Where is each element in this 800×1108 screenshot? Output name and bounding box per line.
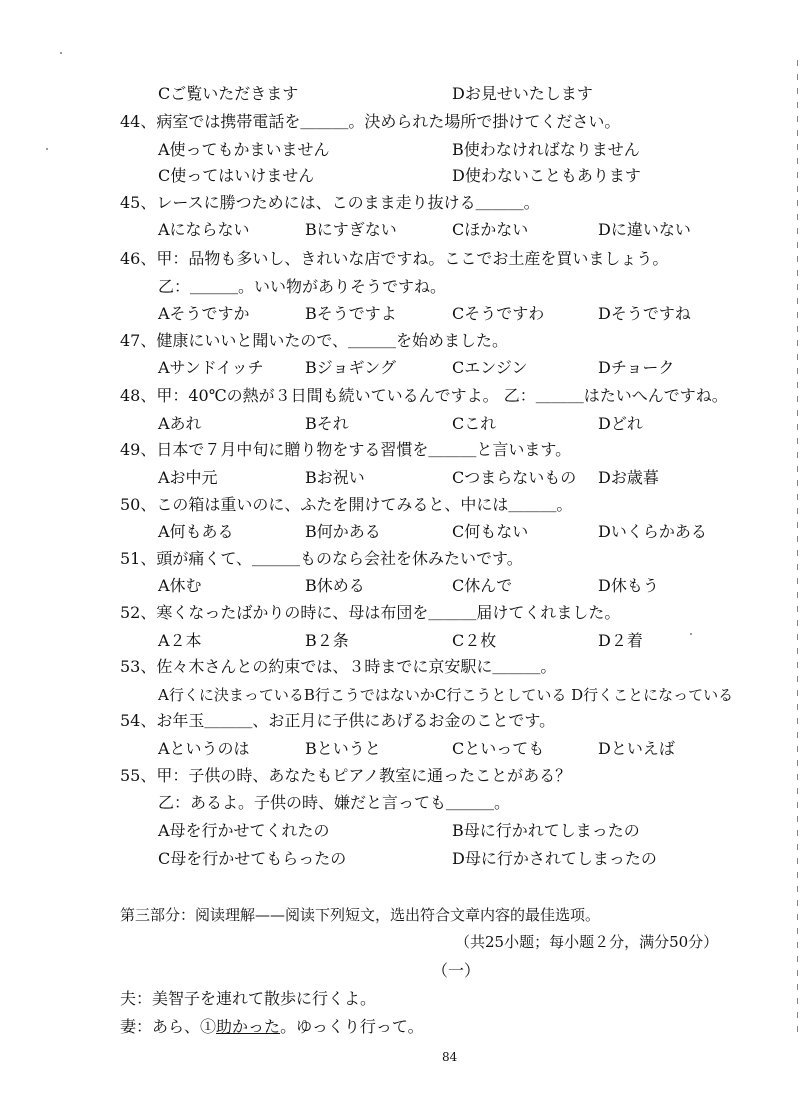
question-53: 53、佐々木さんとの約束では、３時までに京安駅に＿＿＿。 <box>120 657 557 676</box>
option: Bそうですよ <box>305 304 397 323</box>
option: Aにならない <box>158 220 250 239</box>
question-50: 50、この箱は重いのに、ふたを開けてみると、中には＿＿＿。 <box>120 495 573 514</box>
option: Bそれ <box>305 414 349 433</box>
option: Cつまらないもの <box>452 468 577 487</box>
section-subheading: （一） <box>432 961 481 980</box>
option: Aというのは <box>158 739 250 758</box>
option: Cといっても <box>452 739 545 758</box>
underlined-phrase: 助かった <box>216 1017 281 1036</box>
option: C休んで <box>452 576 513 595</box>
option: Cほかない <box>452 220 529 239</box>
option: C母を行かせてもらったの <box>158 849 347 868</box>
option: A母を行かせてくれたの <box>158 821 330 840</box>
option: Dチョーク <box>598 358 675 377</box>
option: A使ってもかまいません <box>158 140 330 159</box>
question-47: 47、健康にいいと聞いたので、＿＿＿を始めました。 <box>120 331 509 350</box>
scan-speck <box>690 633 692 635</box>
option: Cそうですわ <box>452 304 545 323</box>
marker: ① <box>200 1017 217 1036</box>
section-title: 第三部分：阅读理解——阅读下列短文，选出符合文章内容的最佳选项。 <box>120 906 601 924</box>
question-46: 46、甲：品物も多いし、きれいな店ですね。ここでお土産を買いましょう。 <box>120 249 669 268</box>
question-46-line2: 乙：＿＿＿。いい物がありそうですね。 <box>158 277 447 296</box>
option: C使ってはいけません <box>158 166 315 185</box>
question-52: 52、寒くなったばかりの時に、母は布団を＿＿＿届けてくれました。 <box>120 603 621 622</box>
question-51: 51、頭が痛くて、＿＿＿ものなら会社を休みたいです。 <box>120 549 523 568</box>
option: D休もう <box>598 576 659 595</box>
option: Dお歳暮 <box>598 468 659 487</box>
question-54: 54、お年玉＿＿＿、お正月に子供にあげるお金のことです。 <box>120 711 556 730</box>
option: Dそうですね <box>598 304 691 323</box>
option: B何かある <box>305 522 381 541</box>
option: A行くに決まっている <box>158 686 304 704</box>
option: B２条 <box>305 631 349 650</box>
option: Bというと <box>305 739 381 758</box>
option: Aサンドイッチ <box>158 358 264 377</box>
option: Bお祝い <box>305 468 365 487</box>
question-45: 45、レースに勝つためには、このまま走り抜ける＿＿＿。 <box>120 193 540 212</box>
question-55-line2: 乙：あるよ。子供の時、嫌だと言っても＿＿＿。 <box>158 793 511 812</box>
page-number: 84 <box>442 1050 458 1064</box>
option: D母に行かされてしまったの <box>452 849 657 868</box>
option: C２枚 <box>452 631 497 650</box>
option: A何もある <box>158 522 234 541</box>
dialogue-line-wife: 妻：あら、①助かった。ゆっくり行って。 <box>120 1017 424 1036</box>
option: D２着 <box>598 631 643 650</box>
option: B使わなければなりません <box>452 140 640 159</box>
option: Dどれ <box>598 414 643 433</box>
option: Dに違いない <box>598 220 691 239</box>
option: Bにすぎない <box>305 220 397 239</box>
option: Bジョギング <box>305 358 396 377</box>
option: Aそうですか <box>158 304 250 323</box>
option: Aあれ <box>158 414 202 433</box>
option: Cご覧いただきます <box>158 84 299 103</box>
option: B母に行かれてしまったの <box>452 821 640 840</box>
option: A２本 <box>158 631 202 650</box>
question-49: 49、日本で７月中旬に贈り物をする習慣を＿＿＿と言います。 <box>120 440 572 459</box>
option: D使わないこともあります <box>452 166 641 185</box>
question-53-options <box>158 685 733 705</box>
option: B行こうではないか <box>303 686 435 704</box>
option: Dいくらかある <box>598 522 707 541</box>
option: B休める <box>305 576 365 595</box>
option: Dといえば <box>598 739 675 758</box>
option: C行こうとしている <box>434 686 567 704</box>
question-48: 48、甲：40℃の熱が３日間も続いているんですよ。 乙：＿＿＿はたいへんですね。 <box>120 386 728 405</box>
option: A休む <box>158 576 202 595</box>
section-score: （共25小题；每小题２分，满分50分） <box>455 933 719 951</box>
question-55: 55、甲：子供の時、あなたもピアノ教室に通ったことがある？ <box>120 766 572 785</box>
option: Cこれ <box>452 414 497 433</box>
dialogue-line-husband: 夫：美智子を連れて散歩に行くよ。 <box>120 989 377 1008</box>
option: C何もない <box>452 522 529 541</box>
option: D行くことになっている <box>571 686 734 704</box>
scan-edge <box>797 60 798 1040</box>
option: Cエンジン <box>452 358 528 377</box>
question-44: 44、病室では携帯電話を＿＿＿。決められた場所で掛けてください。 <box>120 112 621 131</box>
option: Dお見せいたします <box>452 84 593 103</box>
option: Aお中元 <box>158 468 218 487</box>
scan-speck <box>46 148 48 150</box>
scan-speck <box>60 52 62 54</box>
